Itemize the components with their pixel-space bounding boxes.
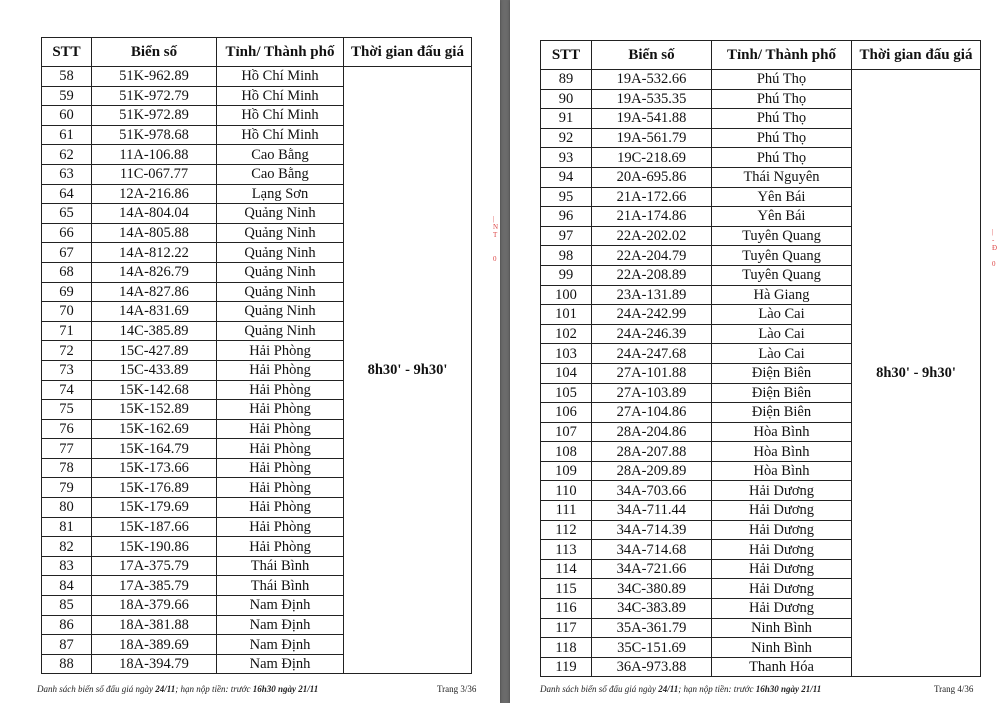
row-plate: 34A-711.44 [592,501,712,521]
row-stt: 108 [541,442,592,462]
row-plate: 28A-204.86 [592,422,712,442]
row-stt: 92 [541,128,592,148]
row-plate: 11A-106.88 [92,145,217,165]
document-page-4 [510,0,1000,703]
row-plate: 15K-164.79 [92,439,217,459]
row-stt: 58 [42,67,92,87]
row-province: Hải Dương [712,520,852,540]
row-province: Hải Phòng [217,498,344,518]
row-province: Hòa Bình [712,422,852,442]
row-plate: 14A-812.22 [92,243,217,263]
row-province: Tuyên Quang [712,265,852,285]
row-plate: 15C-433.89 [92,360,217,380]
row-province: Hải Phòng [217,478,344,498]
row-plate: 15K-162.69 [92,419,217,439]
row-plate: 51K-978.68 [92,125,217,145]
row-province: Phú Thọ [712,128,852,148]
row-province: Nam Định [217,654,344,674]
row-stt: 84 [42,576,92,596]
row-plate: 14A-826.79 [92,262,217,282]
row-stt: 107 [541,422,592,442]
row-province: Hải Dương [712,540,852,560]
row-plate: 34C-380.89 [592,579,712,599]
auction-time-cell: 8h30' - 9h30' [344,67,472,674]
row-province: Quảng Ninh [217,204,344,224]
row-stt: 82 [42,537,92,557]
row-stt: 72 [42,341,92,361]
row-stt: 96 [541,207,592,227]
row-plate: 15K-152.89 [92,400,217,420]
row-stt: 110 [541,481,592,501]
row-stt: 113 [541,540,592,560]
row-plate: 51K-972.79 [92,86,217,106]
row-province: Yên Bái [712,187,852,207]
page-number: Trang 3/36 [437,684,477,694]
row-plate: 36A-973.88 [592,657,712,677]
row-province: Ninh Bình [712,618,852,638]
row-province: Hải Dương [712,481,852,501]
row-stt: 101 [541,305,592,325]
page-number: Trang 4/36 [934,684,974,694]
row-province: Hải Phòng [217,380,344,400]
row-plate: 19C-218.69 [592,148,712,168]
row-stt: 86 [42,615,92,635]
row-plate: 22A-202.02 [592,226,712,246]
row-province: Lào Cai [712,344,852,364]
row-plate: 14C-385.89 [92,321,217,341]
row-plate: 19A-561.79 [592,128,712,148]
row-stt: 95 [541,187,592,207]
plate-table-right [540,40,981,677]
row-province: Quảng Ninh [217,282,344,302]
row-stt: 70 [42,302,92,322]
row-province: Hải Phòng [217,419,344,439]
header-stt: STT [42,38,92,67]
row-province: Quảng Ninh [217,321,344,341]
row-province: Hà Giang [712,285,852,305]
row-stt: 89 [541,70,592,90]
row-plate: 15K-142.68 [92,380,217,400]
row-province: Quảng Ninh [217,223,344,243]
row-plate: 15K-176.89 [92,478,217,498]
row-province: Cao Bằng [217,164,344,184]
row-stt: 98 [541,246,592,266]
row-plate: 14A-827.86 [92,282,217,302]
row-plate: 28A-209.89 [592,461,712,481]
row-plate: 22A-204.79 [592,246,712,266]
row-plate: 22A-208.89 [592,265,712,285]
row-province: Phú Thọ [712,70,852,90]
row-plate: 28A-207.88 [592,442,712,462]
row-stt: 60 [42,106,92,126]
row-plate: 11C-067.77 [92,164,217,184]
row-province: Nam Định [217,615,344,635]
row-province: Hải Phòng [217,537,344,557]
row-plate: 24A-246.39 [592,324,712,344]
plate-table-left [41,37,472,674]
row-plate: 14A-805.88 [92,223,217,243]
row-plate: 27A-104.86 [592,403,712,423]
auction-time-cell: 8h30' - 9h30' [852,70,981,677]
row-plate: 20A-695.86 [592,167,712,187]
row-plate: 35A-361.79 [592,618,712,638]
row-plate: 51K-962.89 [92,67,217,87]
row-plate: 27A-103.89 [592,383,712,403]
row-stt: 106 [541,403,592,423]
row-province: Điện Biên [712,403,852,423]
row-stt: 85 [42,596,92,616]
row-province: Hải Dương [712,599,852,619]
row-province: Phú Thọ [712,148,852,168]
row-plate: 18A-379.66 [92,596,217,616]
table-row [42,67,472,87]
row-stt: 62 [42,145,92,165]
row-province: Yên Bái [712,207,852,227]
row-plate: 35C-151.69 [592,638,712,658]
row-plate: 14A-831.69 [92,302,217,322]
table-header-row [541,41,981,70]
row-stt: 91 [541,109,592,129]
table-row [541,70,981,90]
row-province: Ninh Bình [712,638,852,658]
row-plate: 18A-394.79 [92,654,217,674]
row-province: Phú Thọ [712,89,852,109]
row-stt: 99 [541,265,592,285]
row-plate: 19A-541.88 [592,109,712,129]
row-plate: 15K-190.86 [92,537,217,557]
row-stt: 73 [42,360,92,380]
row-province: Hải Phòng [217,458,344,478]
row-province: Tuyên Quang [712,246,852,266]
row-province: Thái Bình [217,556,344,576]
row-plate: 23A-131.89 [592,285,712,305]
header-time: Thời gian đấu giá [344,38,472,67]
row-province: Thái Bình [217,576,344,596]
row-stt: 65 [42,204,92,224]
row-plate: 12A-216.86 [92,184,217,204]
row-province: Hồ Chí Minh [217,106,344,126]
row-stt: 90 [541,89,592,109]
row-stt: 115 [541,579,592,599]
row-stt: 74 [42,380,92,400]
row-stt: 83 [42,556,92,576]
row-plate: 14A-804.04 [92,204,217,224]
row-province: Hồ Chí Minh [217,86,344,106]
row-stt: 114 [541,559,592,579]
row-province: Cao Bằng [217,145,344,165]
row-province: Hồ Chí Minh [217,67,344,87]
row-province: Quảng Ninh [217,262,344,282]
row-plate: 34A-721.66 [592,559,712,579]
row-province: Phú Thọ [712,109,852,129]
row-province: Điện Biên [712,383,852,403]
row-stt: 64 [42,184,92,204]
row-stt: 71 [42,321,92,341]
row-province: Lào Cai [712,324,852,344]
row-province: Lào Cai [712,305,852,325]
row-province: Quảng Ninh [217,302,344,322]
row-stt: 87 [42,635,92,655]
row-stt: 88 [42,654,92,674]
row-plate: 21A-172.66 [592,187,712,207]
row-plate: 34A-714.39 [592,520,712,540]
row-province: Hồ Chí Minh [217,125,344,145]
row-plate: 18A-381.88 [92,615,217,635]
row-stt: 97 [541,226,592,246]
header-plate: Biển số [592,41,712,70]
row-stt: 111 [541,501,592,521]
row-province: Hải Phòng [217,517,344,537]
row-stt: 104 [541,363,592,383]
row-province: Hải Phòng [217,360,344,380]
row-stt: 63 [42,164,92,184]
row-stt: 67 [42,243,92,263]
row-province: Hòa Bình [712,442,852,462]
row-stt: 79 [42,478,92,498]
row-plate: 51K-972.89 [92,106,217,126]
row-plate: 21A-174.86 [592,207,712,227]
row-province: Thanh Hóa [712,657,852,677]
row-plate: 19A-535.35 [592,89,712,109]
row-plate: 15K-173.66 [92,458,217,478]
row-province: Hòa Bình [712,461,852,481]
row-province: Tuyên Quang [712,226,852,246]
row-province: Hải Dương [712,579,852,599]
row-plate: 15K-187.66 [92,517,217,537]
row-stt: 59 [42,86,92,106]
row-province: Hải Dương [712,559,852,579]
row-stt: 77 [42,439,92,459]
row-stt: 109 [541,461,592,481]
row-plate: 15K-179.69 [92,498,217,518]
row-stt: 75 [42,400,92,420]
row-stt: 81 [42,517,92,537]
row-stt: 94 [541,167,592,187]
row-stt: 100 [541,285,592,305]
header-province: Tỉnh/ Thành phố [712,41,852,70]
row-stt: 78 [42,458,92,478]
row-province: Hải Phòng [217,341,344,361]
row-province: Hải Phòng [217,439,344,459]
row-plate: 24A-247.68 [592,344,712,364]
footer-note: Danh sách biển số đấu giá ngày 24/11; hạn nộp tiền: trước 16h30 ngày 21/11 [37,684,319,694]
header-stt: STT [541,41,592,70]
row-stt: 69 [42,282,92,302]
row-stt: 68 [42,262,92,282]
header-plate: Biển số [92,38,217,67]
row-plate: 34A-703.66 [592,481,712,501]
row-province: Lạng Sơn [217,184,344,204]
row-stt: 116 [541,599,592,619]
row-stt: 61 [42,125,92,145]
row-plate: 17A-375.79 [92,556,217,576]
margin-stamp-mark: | N T 0 [493,215,499,263]
margin-stamp-mark: | - Đ 0 [992,228,998,268]
row-plate: 34A-714.68 [592,540,712,560]
row-plate: 34C-383.89 [592,599,712,619]
row-stt: 80 [42,498,92,518]
row-stt: 117 [541,618,592,638]
row-plate: 19A-532.66 [592,70,712,90]
row-stt: 119 [541,657,592,677]
row-province: Hải Phòng [217,400,344,420]
row-stt: 118 [541,638,592,658]
row-stt: 112 [541,520,592,540]
row-province: Nam Định [217,635,344,655]
row-province: Điện Biên [712,363,852,383]
row-province: Thái Nguyên [712,167,852,187]
row-stt: 93 [541,148,592,168]
row-plate: 17A-385.79 [92,576,217,596]
row-stt: 76 [42,419,92,439]
row-province: Hải Dương [712,501,852,521]
table-header-row [42,38,472,67]
row-province: Nam Định [217,596,344,616]
row-plate: 15C-427.89 [92,341,217,361]
header-time: Thời gian đấu giá [852,41,981,70]
row-plate: 18A-389.69 [92,635,217,655]
row-stt: 103 [541,344,592,364]
header-province: Tỉnh/ Thành phố [217,38,344,67]
row-province: Quảng Ninh [217,243,344,263]
row-stt: 66 [42,223,92,243]
row-stt: 105 [541,383,592,403]
row-plate: 24A-242.99 [592,305,712,325]
row-stt: 102 [541,324,592,344]
row-plate: 27A-101.88 [592,363,712,383]
footer-note: Danh sách biển số đấu giá ngày 24/11; hạn nộp tiền: trước 16h30 ngày 21/11 [540,684,822,694]
